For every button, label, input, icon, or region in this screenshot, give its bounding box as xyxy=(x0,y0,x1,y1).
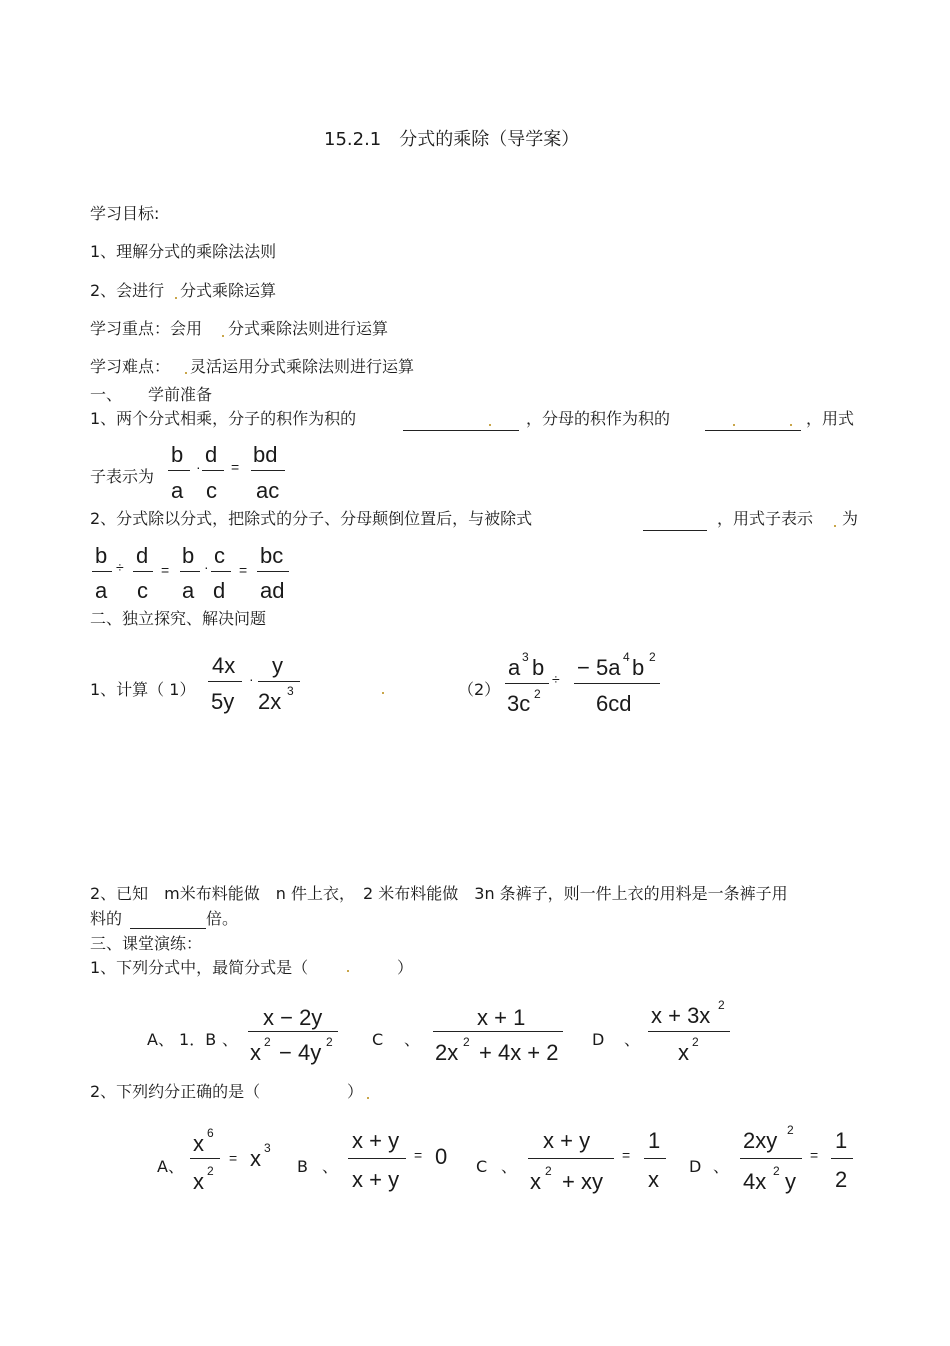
mcC-den-b: + 4x + 2 xyxy=(479,1040,559,1065)
rC-den-exp: 2 xyxy=(545,1164,552,1178)
difficulty-a: 学习难点： xyxy=(90,357,171,376)
s1-q1-text-b: ，分母的积作为积的 xyxy=(526,409,671,428)
f2-den3: a xyxy=(182,578,195,603)
calc2-num1a: a xyxy=(508,655,521,680)
calc2-div: ÷ xyxy=(552,671,560,687)
s1-q1-blank-1[interactable] xyxy=(403,430,519,431)
calc2-num2-exp1: 4 xyxy=(623,650,630,664)
s1-q2-text-a: 2、分式除以分式，把除式的分子、分母颠倒位置后，与被除式 xyxy=(90,509,533,528)
f2-num3: b xyxy=(182,543,195,568)
mcD-num-exp: 2 xyxy=(718,998,725,1012)
rA-num: x xyxy=(193,1131,204,1156)
f1-den2: c xyxy=(206,478,217,503)
s1-q2-text-c: 为 xyxy=(842,509,859,528)
mc2-sep-c: 、 xyxy=(501,1157,518,1176)
rC-eq: = xyxy=(622,1147,631,1163)
rD-eq: = xyxy=(810,1147,819,1163)
mc1-option-c[interactable]: C xyxy=(372,1030,384,1049)
mc1-sep-d: 、 xyxy=(624,1030,641,1049)
goal-2a: 2、会进行 xyxy=(90,281,165,300)
rC-num: x + y xyxy=(543,1128,591,1153)
rD-den-exp: 2 xyxy=(773,1164,780,1178)
mc2-sep-d: 、 xyxy=(713,1157,730,1176)
mc2-option-b[interactable]: B xyxy=(297,1157,308,1176)
rD-den-b: y xyxy=(785,1169,796,1194)
mcD-num: x + 3x xyxy=(651,1003,711,1028)
f2-den1: a xyxy=(95,578,108,603)
calc1-den1: 5y xyxy=(211,689,235,714)
f2-num2: d xyxy=(136,543,149,568)
s3-q2-text: 2、下列约分正确的是（ xyxy=(90,1082,261,1101)
calc1-dot: · xyxy=(249,671,254,687)
rB-res: 0 xyxy=(435,1144,448,1169)
f1-dot: · xyxy=(196,459,201,475)
s2-q1-label2: （2） xyxy=(458,680,501,699)
rB-num: x + y xyxy=(352,1128,400,1153)
f1-den3: ac xyxy=(256,478,280,503)
calc2-den1-exp: 2 xyxy=(534,687,541,701)
s3-q1-close: ） xyxy=(397,958,414,977)
section2-heading: 二、独立探究、解决问题 xyxy=(90,609,267,628)
s3-q2-close: ） xyxy=(347,1082,364,1101)
f2-div: ÷ xyxy=(116,559,124,575)
s1-q2-blank[interactable] xyxy=(643,530,707,531)
s1-q1-text-c: ，用式 xyxy=(806,409,855,428)
f1-eq: = xyxy=(231,459,240,475)
mcC-num: x + 1 xyxy=(477,1005,526,1030)
f2-den4: d xyxy=(213,578,226,603)
page-title: 15.2.1 分式的乘除（导学案） xyxy=(324,129,580,150)
mc2-option-a[interactable]: A、 xyxy=(157,1157,184,1176)
rD-num-exp: 2 xyxy=(787,1123,794,1137)
section1-heading: 学前准备 xyxy=(148,385,213,404)
calc1-num2: y xyxy=(272,653,283,678)
mcC-den-a: 2x xyxy=(435,1040,459,1065)
s1-q1-text-d: 子表示为 xyxy=(90,467,155,486)
f2-den5: ad xyxy=(260,578,285,603)
s1-q2-text-b: ，用式子表示 xyxy=(717,509,814,528)
calc2-num2-exp2: 2 xyxy=(649,650,656,664)
section3-heading: 三、课堂演练： xyxy=(90,934,203,953)
rA-eq: = xyxy=(229,1150,238,1166)
rB-eq: = xyxy=(414,1147,423,1163)
s2-q2-blank[interactable] xyxy=(130,928,206,929)
calc2-num1-exp: 3 xyxy=(522,650,529,664)
mcB-num: x − 2y xyxy=(263,1005,323,1030)
mc1-sep-b: 、 xyxy=(222,1030,239,1049)
rC-den-a: x xyxy=(530,1169,541,1194)
mcB-den-exp1: 2 xyxy=(264,1035,271,1049)
s2-q1-label: 1、计算（ 1） xyxy=(90,680,196,699)
goal-2b: 分式乘除运算 xyxy=(180,281,277,300)
key-point-b: 分式乘除法则进行运算 xyxy=(228,319,389,338)
mcC-den-exp: 2 xyxy=(463,1035,470,1049)
mcD-den-exp: 2 xyxy=(692,1035,699,1049)
calc2-num1b: b xyxy=(532,655,545,680)
f2-eq2: = xyxy=(239,562,248,578)
calc1-den2: 2x xyxy=(258,689,282,714)
f2-dot: · xyxy=(204,559,209,575)
calc2-num2b: b xyxy=(632,655,645,680)
rD-den-a: 4x xyxy=(743,1169,767,1194)
rA-num-exp: 6 xyxy=(207,1126,214,1140)
rC-rnum: 1 xyxy=(648,1128,661,1153)
rA-res: x xyxy=(250,1146,261,1171)
goal-1: 1、理解分式的乘除法法则 xyxy=(90,242,277,261)
rA-den: x xyxy=(193,1169,204,1194)
s3-q1-text: 1、下列分式中，最简分式是（ xyxy=(90,958,309,977)
rA-res-exp: 3 xyxy=(264,1141,271,1155)
s2-q2-line2b: 倍。 xyxy=(206,909,239,928)
rA-den-exp: 2 xyxy=(207,1164,214,1178)
f1-num2: d xyxy=(205,442,218,467)
section1-number: 一、 xyxy=(90,385,123,404)
calc1-den2-exp: 3 xyxy=(287,684,294,698)
mc2-sep-b: 、 xyxy=(322,1157,339,1176)
rD-rden: 2 xyxy=(835,1167,848,1192)
calc2-den1: 3c xyxy=(507,691,531,716)
calc1-num1: 4x xyxy=(212,653,236,678)
rD-num: 2xy xyxy=(743,1128,778,1153)
rD-rnum: 1 xyxy=(835,1128,848,1153)
rC-rden: x xyxy=(648,1167,659,1192)
key-point-a: 学习重点：会用 xyxy=(90,319,203,338)
mcB-den-a: x xyxy=(250,1040,261,1065)
s2-q2-line1: 2、已知 m米布料能做 n 件上衣， 2 米布料能做 3n 条裤子，则一件上衣的用料是一条裤子用 xyxy=(90,884,788,903)
difficulty-b: 灵活运用分式乘除法则进行运算 xyxy=(190,357,415,376)
goals-heading: 学习目标: xyxy=(90,204,160,223)
f2-eq1: = xyxy=(161,562,170,578)
f2-den2: c xyxy=(137,578,148,603)
f2-num1: b xyxy=(95,543,108,568)
mc1-option-a[interactable]: A、 1．B xyxy=(147,1030,217,1049)
rB-den: x + y xyxy=(352,1167,400,1192)
mcB-den-exp2: 2 xyxy=(326,1035,333,1049)
mc1-sep-c: 、 xyxy=(404,1030,421,1049)
f1-num1: b xyxy=(171,442,184,467)
f1-den1: a xyxy=(171,478,184,503)
mcB-den-b: − 4y xyxy=(279,1040,322,1065)
calc2-den2: 6cd xyxy=(596,691,632,716)
s1-q1-blank-2[interactable] xyxy=(705,430,801,431)
mc2-option-d[interactable]: D xyxy=(689,1157,702,1176)
calc2-num2a: − 5a xyxy=(577,655,621,680)
f1-num3: bd xyxy=(253,442,278,467)
s1-q1-text-a: 1、两个分式相乘，分子的积作为积的 xyxy=(90,409,357,428)
rC-den-b: + xy xyxy=(562,1169,603,1194)
f2-num4: c xyxy=(214,543,225,568)
s2-q2-line2a: 料的 xyxy=(90,909,123,928)
mc1-option-d[interactable]: D xyxy=(592,1030,605,1049)
f2-num5: bc xyxy=(260,543,284,568)
mc2-option-c[interactable]: C xyxy=(476,1157,488,1176)
mcD-den: x xyxy=(678,1040,689,1065)
